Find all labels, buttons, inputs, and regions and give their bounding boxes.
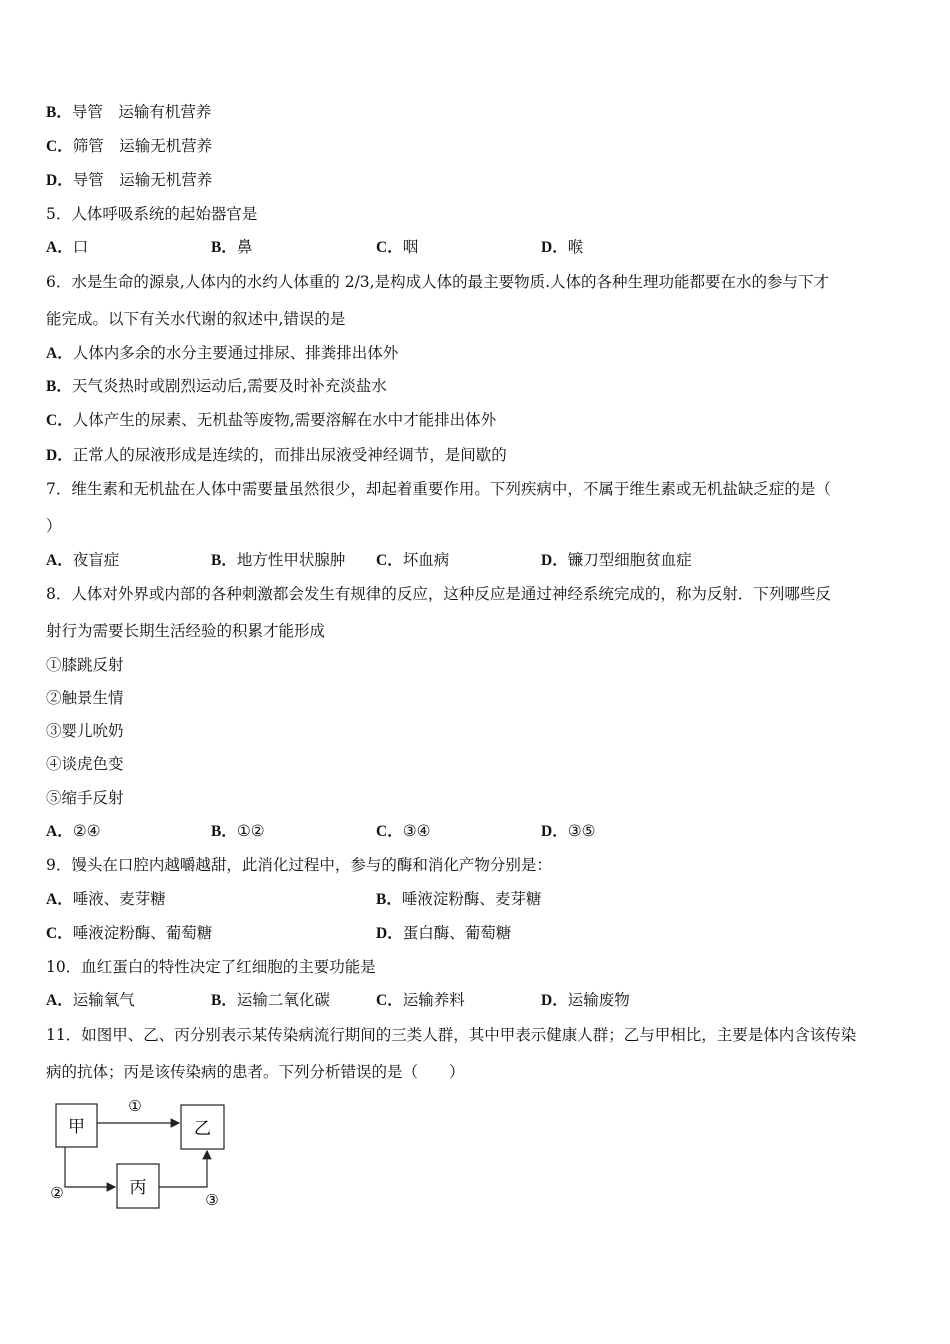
arrow-1-label: ① xyxy=(128,1097,142,1115)
q9-option-b xyxy=(376,889,541,910)
option-text: 运输二氧化碳 xyxy=(236,991,330,1009)
option-text: 镰刀型细胞贫血症 xyxy=(567,551,692,569)
q5-option-c xyxy=(376,237,418,258)
q10-option-b xyxy=(211,990,330,1011)
option-text: 人体产生的尿素、无机盐等废物,需要溶解在水中才能排出体外 xyxy=(72,411,497,429)
q5-option-d xyxy=(541,237,583,258)
option-label: B． xyxy=(46,378,72,395)
option-label: D． xyxy=(46,447,73,464)
option-text: 口 xyxy=(72,238,89,256)
q6-option-a xyxy=(46,343,398,364)
arrow-3-label: ③ xyxy=(205,1191,219,1209)
option-label: A． xyxy=(46,891,73,908)
box-bing-label: 丙 xyxy=(129,1178,147,1198)
arrow-bing-to-yi xyxy=(159,1151,207,1187)
arrow-jia-to-bing xyxy=(65,1147,115,1187)
q6-option-c xyxy=(46,410,496,431)
option-text: 唾液淀粉酶、葡萄糖 xyxy=(72,924,213,942)
q5-option-b xyxy=(211,237,252,258)
box-yi-label: 乙 xyxy=(194,1119,211,1139)
q6-stem-line2: 能完成。以下有关水代谢的叙述中,错误的是 xyxy=(46,310,346,328)
option-label: A． xyxy=(46,823,73,840)
q6-option-d xyxy=(46,445,507,466)
q10-option-a xyxy=(46,990,135,1011)
arrow-2-label: ② xyxy=(50,1184,64,1202)
option-label: C． xyxy=(376,552,403,569)
q9-option-a xyxy=(46,889,166,910)
option-label: C． xyxy=(46,412,73,429)
q10-option-c xyxy=(376,990,465,1011)
option-label: C． xyxy=(46,138,73,155)
option-text: 唾液、麦芽糖 xyxy=(72,890,166,908)
option-text: ②④ xyxy=(72,822,101,840)
q7-stem-line1: 7．维生素和无机盐在人体中需要量虽然很少，却起着重要作用。下列疾病中，不属于维生素或无机盐缺乏症的是（ xyxy=(46,480,831,498)
q10-stem: 10．血红蛋白的特性决定了红细胞的主要功能是 xyxy=(46,958,376,976)
option-text: 导管 运输无机营养 xyxy=(72,171,213,189)
option-label: D． xyxy=(541,823,568,840)
option-text: 天气炎热时或剧烈运动后,需要及时补充淡盐水 xyxy=(71,377,387,395)
option-text: ③⑤ xyxy=(567,822,596,840)
q7-option-a xyxy=(46,550,119,571)
q11-stem-line1: 11．如图甲、乙、丙分别表示某传染病流行期间的三类人群，其中甲表示健康人群；乙与甲相比，主要是体内含该传染 xyxy=(46,1026,857,1044)
option-label: C． xyxy=(376,239,403,256)
q8-item: ③婴儿吮奶 xyxy=(46,722,124,740)
box-jia-label: 甲 xyxy=(68,1117,85,1137)
q7-option-d xyxy=(541,550,692,571)
option-label: B． xyxy=(211,823,237,840)
q4-option-b xyxy=(46,102,211,123)
q8-option-d xyxy=(541,821,596,842)
option-label: C． xyxy=(46,925,73,942)
q8-option-c xyxy=(376,821,431,842)
option-text: 导管 运输有机营养 xyxy=(71,103,212,121)
option-label: D． xyxy=(541,552,568,569)
option-text: 鼻 xyxy=(236,238,253,256)
option-label: C． xyxy=(376,823,403,840)
q4-option-d xyxy=(46,170,212,191)
option-label: B． xyxy=(211,239,237,256)
q8-item: ②触景生情 xyxy=(46,689,124,707)
option-label: B． xyxy=(46,104,72,121)
q9-option-d xyxy=(376,923,511,944)
option-text: 喉 xyxy=(567,238,584,256)
option-text: 运输废物 xyxy=(567,991,630,1009)
q11-stem-line2: 病的抗体；丙是该传染病的患者。下列分析错误的是（ ） xyxy=(46,1063,465,1081)
option-text: 筛管 运输无机营养 xyxy=(72,137,213,155)
option-label: B． xyxy=(211,992,237,1009)
q6-stem-line1: 6．水是生命的源泉,人体内的水约人体重的 2/3,是构成人体的最主要物质.人体的各种生理功能都要在水的参与下才 xyxy=(46,273,830,291)
q7-option-c xyxy=(376,550,449,571)
option-text: 运输氧气 xyxy=(72,991,135,1009)
option-label: D． xyxy=(541,992,568,1009)
q9-option-c xyxy=(46,923,212,944)
q8-option-b xyxy=(211,821,265,842)
option-label: C． xyxy=(376,992,403,1009)
option-label: B． xyxy=(211,552,237,569)
option-label: D． xyxy=(541,239,568,256)
option-label: D． xyxy=(376,925,403,942)
option-text: 蛋白酶、葡萄糖 xyxy=(402,924,512,942)
option-label: A． xyxy=(46,345,73,362)
option-label: B． xyxy=(376,891,402,908)
q5-stem: 5．人体呼吸系统的起始器官是 xyxy=(46,205,258,223)
option-text: 地方性甲状腺肿 xyxy=(236,551,346,569)
option-text: 唾液淀粉酶、麦芽糖 xyxy=(401,890,542,908)
q6-option-b xyxy=(46,376,387,397)
q8-item: ⑤缩手反射 xyxy=(46,789,124,807)
q8-item: ①膝跳反射 xyxy=(46,656,124,674)
option-text: 人体内多余的水分主要通过排尿、排粪排出体外 xyxy=(72,344,399,362)
option-label: A． xyxy=(46,992,73,1009)
q9-stem: 9．馒头在口腔内越嚼越甜，此消化过程中，参与的酶和消化产物分别是： xyxy=(46,856,552,874)
option-text: 坏血病 xyxy=(402,551,450,569)
option-label: D． xyxy=(46,172,73,189)
q7-stem-line2: ） xyxy=(46,517,62,535)
q7-option-b xyxy=(211,550,345,571)
option-text: 夜盲症 xyxy=(72,551,120,569)
option-text: 咽 xyxy=(402,238,419,256)
option-label: A． xyxy=(46,239,73,256)
option-text: ①② xyxy=(236,822,265,840)
q5-option-a xyxy=(46,237,88,258)
q8-item: ④谈虎色变 xyxy=(46,755,124,773)
option-label: A． xyxy=(46,552,73,569)
q4-option-c xyxy=(46,136,212,157)
population-flow-diagram xyxy=(44,1092,244,1222)
q8-stem-line2: 射行为需要长期生活经验的积累才能形成 xyxy=(46,622,326,640)
q10-option-d xyxy=(541,990,630,1011)
option-text: 运输养料 xyxy=(402,991,465,1009)
q8-option-a xyxy=(46,821,101,842)
option-text: 正常人的尿液形成是连续的，而排出尿液受神经调节，是间歇的 xyxy=(72,446,507,464)
option-text: ③④ xyxy=(402,822,431,840)
q8-stem-line1: 8．人体对外界或内部的各种刺激都会发生有规律的反应，这种反应是通过神经系统完成的，称为反射．下列哪些反 xyxy=(46,585,831,603)
